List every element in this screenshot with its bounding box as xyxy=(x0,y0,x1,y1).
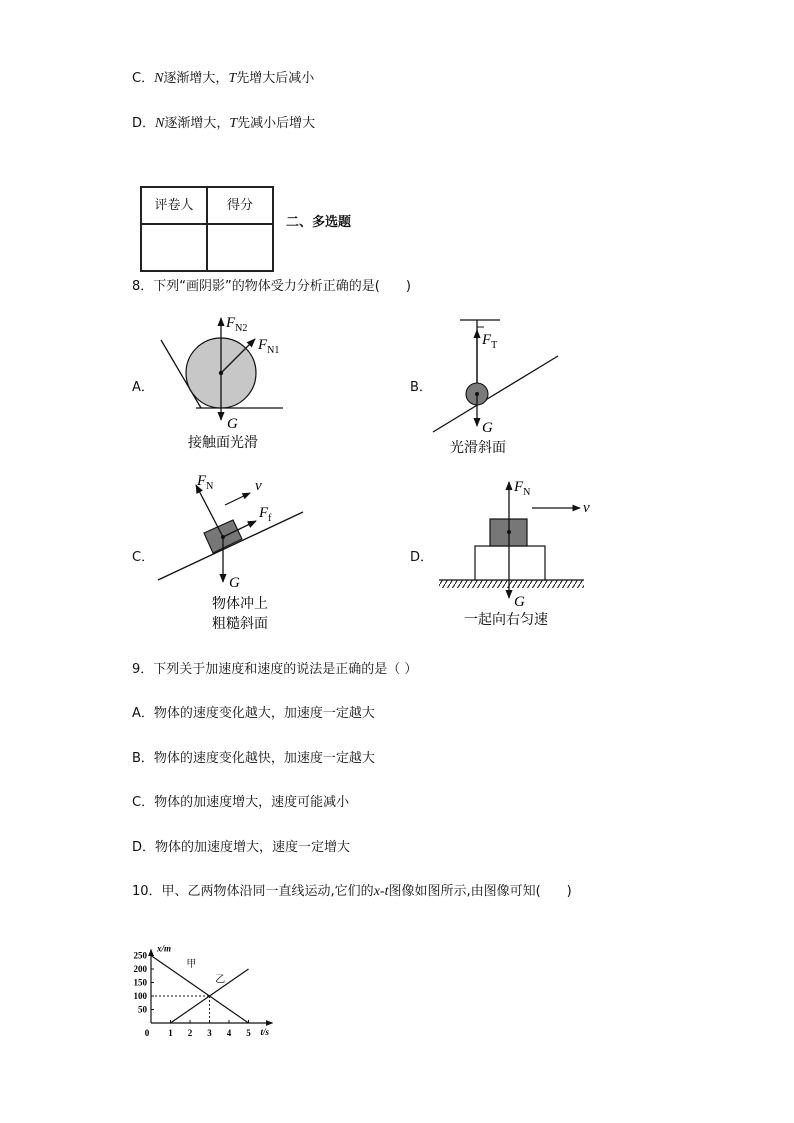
x-tick-label: 3 xyxy=(207,1028,212,1038)
series-label-2: 乙 xyxy=(215,974,226,986)
stem-text: 图像如图所示,由图像可知( ) xyxy=(388,884,572,899)
x-tick-label: 5 xyxy=(246,1028,251,1038)
q8-stem: 8．下列“画阴影”的物体受力分析正确的是( ) xyxy=(132,279,411,294)
var-t: T xyxy=(228,71,237,86)
label-fn: $F_N$ xyxy=(197,473,214,492)
diagram-a xyxy=(161,315,283,451)
series-line-1 xyxy=(151,956,249,1024)
x-axis-label: t/s xyxy=(260,1027,270,1037)
diagram-b xyxy=(433,320,558,456)
var-t: T xyxy=(229,116,238,131)
option-text: 逐渐增大， xyxy=(164,116,230,131)
series-label-1: 甲 xyxy=(186,959,197,971)
label-g: G xyxy=(482,420,493,436)
diagram-c xyxy=(158,473,303,632)
option-text: 逐渐增大， xyxy=(163,71,229,86)
q8-option-a-letter: A． xyxy=(132,380,154,395)
label-ff: $F_f$ xyxy=(259,505,272,524)
y-tick-label: 250 xyxy=(133,950,147,961)
q8-option-b-letter: B． xyxy=(410,380,432,395)
caption-b: 光滑斜面 xyxy=(450,440,506,456)
label-v: v xyxy=(255,478,262,494)
var-n: N xyxy=(155,116,165,131)
lower-block xyxy=(475,546,545,580)
label-fn: $F_N$ xyxy=(514,479,531,498)
option-text: 先增大后减小 xyxy=(236,71,315,86)
q9-stem: 9．下列关于加速度和速度的说法是正确的是（ ） xyxy=(132,662,418,677)
ground-hatch xyxy=(439,580,584,588)
incline-line xyxy=(433,356,558,432)
option-text: 先减小后增大 xyxy=(237,116,316,131)
right-angle-mark xyxy=(477,320,484,327)
grader-header: 评卷人 xyxy=(141,187,207,224)
y-axis-label: x/m xyxy=(157,943,172,954)
caption-d: 一起向右匀速 xyxy=(464,612,548,628)
label-ft: $F_T$ xyxy=(482,332,498,351)
diagram-d xyxy=(439,479,590,628)
caption-a: 接触面光滑 xyxy=(188,435,258,451)
caption-c-1: 物体冲上 xyxy=(212,596,268,612)
q9-option-b: B．物体的速度变化越快，加速度一定越大 xyxy=(132,751,375,766)
y-tick-label: 200 xyxy=(133,964,147,974)
score-header: 得分 xyxy=(207,187,273,224)
var-n: N xyxy=(154,71,164,86)
section-title: 二、多选题 xyxy=(286,215,352,230)
stem-var: x-t xyxy=(373,884,389,899)
q9-option-c: C．物体的加速度增大，速度可能减小 xyxy=(132,795,350,810)
label-g: G xyxy=(229,575,240,591)
label-g: G xyxy=(514,594,525,610)
label-v: v xyxy=(583,500,590,516)
label-fn2: $F_{N2}$ xyxy=(226,315,248,334)
xt-chart xyxy=(128,922,298,1042)
q10-stem xyxy=(132,880,572,900)
x-tick-label: 1 xyxy=(168,1028,173,1038)
option-letter: C． xyxy=(132,71,155,86)
x-tick-label: 2 xyxy=(187,1028,193,1038)
label-fn1: $F_{N1}$ xyxy=(258,337,280,356)
q9-option-d: D．物体的加速度增大，速度一定增大 xyxy=(132,840,351,855)
q8-option-c-letter: C． xyxy=(132,550,155,565)
y-tick-label: 50 xyxy=(138,1004,147,1015)
x-tick-label: 4 xyxy=(226,1028,232,1038)
label-g: G xyxy=(227,416,238,432)
stem-text: 10．甲、乙两物体沿同一直线运动,它们的 xyxy=(132,884,374,899)
caption-c-2: 粗糙斜面 xyxy=(212,616,268,632)
x-tick-label: 0 xyxy=(144,1028,150,1038)
y-tick-label: 100 xyxy=(133,991,147,1001)
velocity-arrow xyxy=(225,493,250,505)
q9-option-a: A．物体的速度变化越大，加速度一定越大 xyxy=(132,706,375,721)
y-tick-label: 150 xyxy=(133,977,147,988)
option-letter: D． xyxy=(132,116,156,131)
q8-option-d-letter: D． xyxy=(410,550,434,565)
force-arrow-fn xyxy=(196,485,223,537)
